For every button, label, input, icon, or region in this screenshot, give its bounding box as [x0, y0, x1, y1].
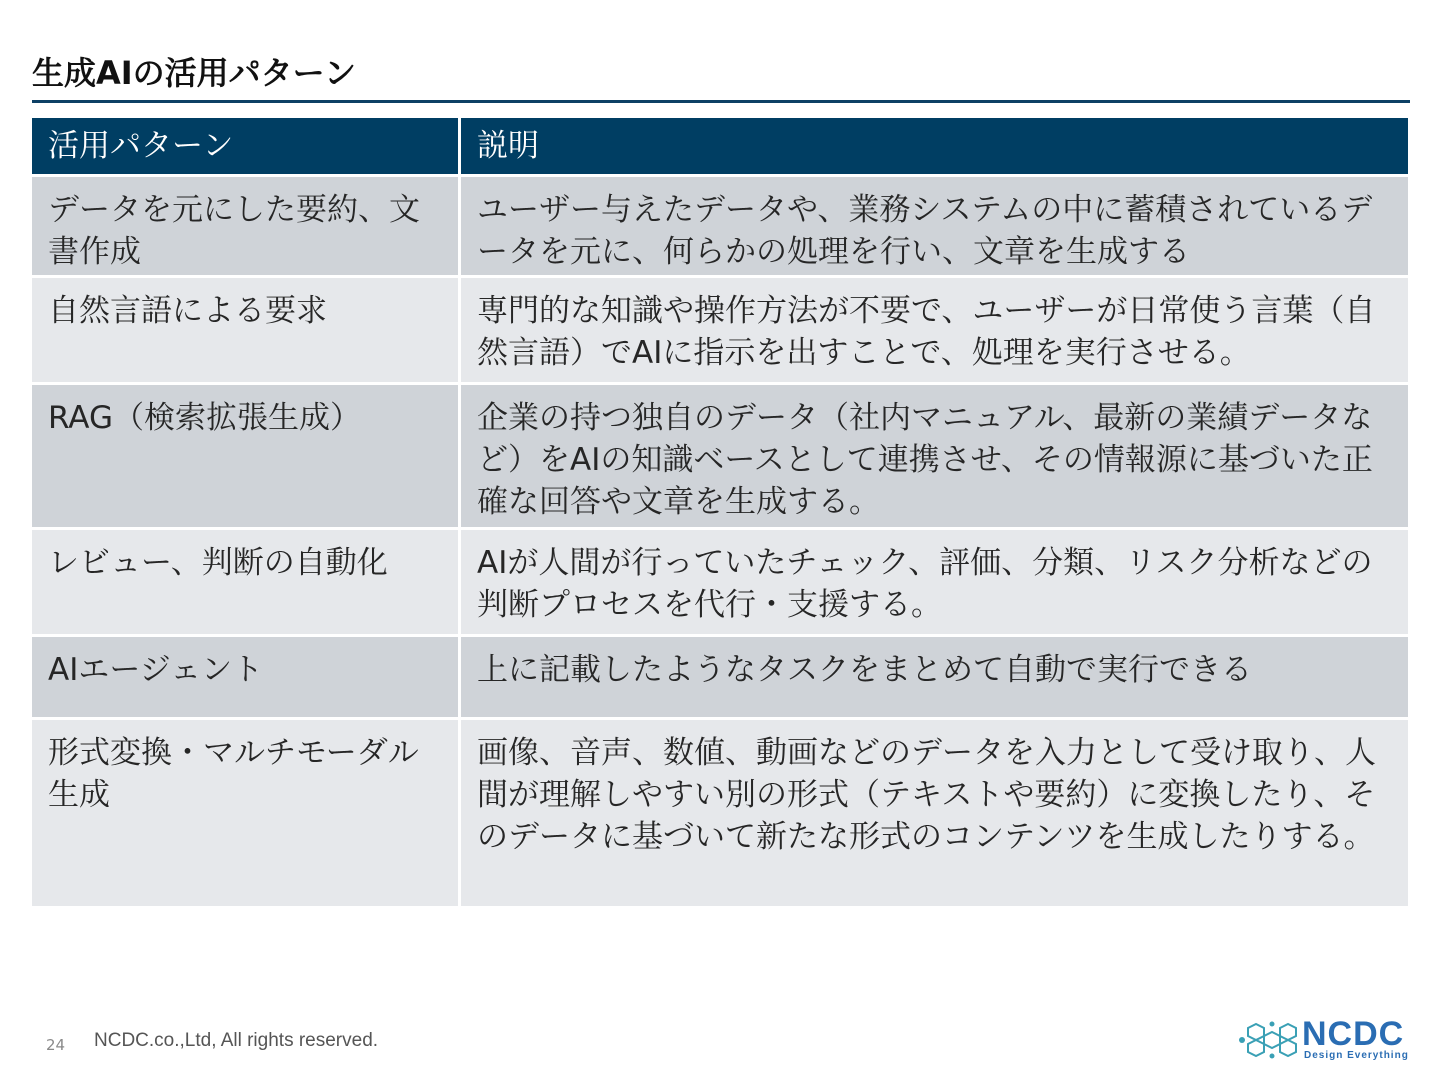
pattern-cell: AIエージェント	[32, 637, 458, 717]
pattern-cell: データを元にした要約、文書作成	[32, 177, 458, 275]
description-cell: AIが人間が行っていたチェック、評価、分類、リスク分析などの判断プロセスを代行・支援する。	[458, 530, 1408, 634]
copyright-text: NCDC.co.,Ltd, All rights reserved.	[94, 1030, 379, 1051]
description-cell: 専門的な知識や操作方法が不要で、ユーザーが日常使う言葉（自然言語）でAIに指示を出すことで、処理を実行させる。	[458, 278, 1408, 382]
description-cell: 画像、音声、数値、動画などのデータを入力として受け取り、人間が理解しやすい別の形式（テキストや要約）に変換したり、そのデータに基づいて新たな形式のコンテンツを生成したりする。	[458, 720, 1408, 906]
patterns-table	[32, 118, 1408, 906]
page-number: 24	[46, 1036, 66, 1054]
molecule-icon	[1238, 1020, 1298, 1060]
header-description: 説明	[458, 118, 1408, 174]
title-divider	[32, 100, 1410, 103]
header-pattern: 活用パターン	[32, 118, 458, 174]
description-cell: 企業の持つ独自のデータ（社内マニュアル、最新の業績データなど）をAIの知識ベースとして連携させ、その情報源に基づいた正確な回答や文章を生成する。	[458, 385, 1408, 527]
pattern-cell: RAG（検索拡張生成）	[32, 385, 458, 527]
logo-tagline: Design Everything	[1304, 1050, 1409, 1061]
pattern-cell: 自然言語による要求	[32, 278, 458, 382]
pattern-cell: 形式変換・マルチモーダル生成	[32, 720, 458, 906]
logo-wordmark: NCDC	[1302, 1015, 1405, 1053]
description-cell: 上に記載したようなタスクをまとめて自動で実行できる	[458, 637, 1408, 717]
description-cell: ユーザー与えたデータや、業務システムの中に蓄積されているデータを元に、何らかの処理を行い、文章を生成する	[458, 177, 1408, 275]
slide-title: 生成AIの活用パターン	[32, 54, 357, 92]
ncdc-logo	[1238, 1015, 1414, 1062]
pattern-cell: レビュー、判断の自動化	[32, 530, 458, 634]
